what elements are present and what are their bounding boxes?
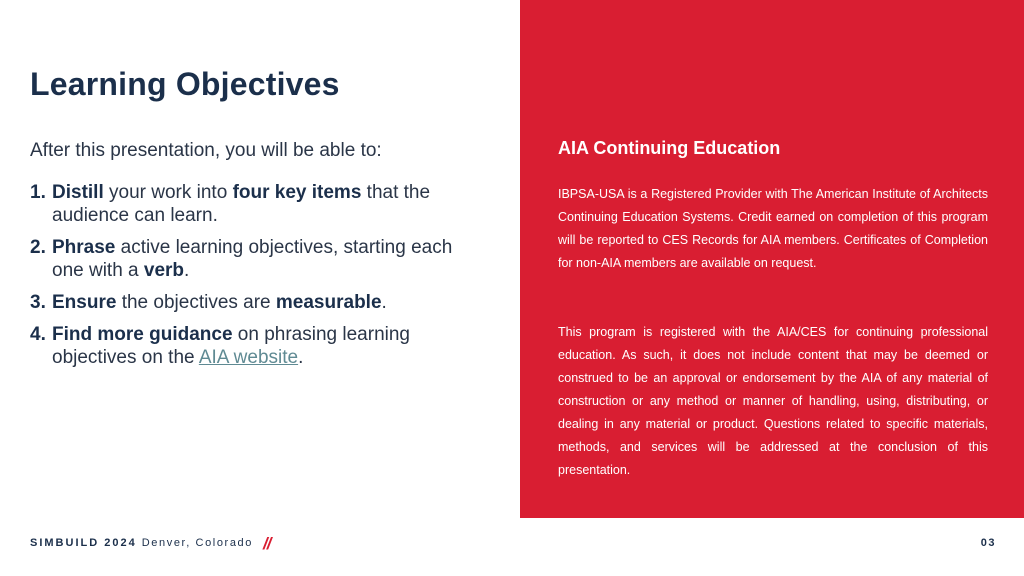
objective-item: [30, 181, 475, 227]
aia-ces-title: AIA Continuing Education: [558, 138, 781, 158]
conference-location: Denver, Colorado: [141, 537, 253, 549]
objective-number: 4.: [30, 324, 46, 345]
objective-text: active learning objectives, starting each one with a: [52, 237, 453, 281]
objective-keyword: verb: [143, 260, 185, 281]
objective-item: [30, 323, 475, 369]
objective-number: 1.: [30, 182, 46, 203]
page-number: 03: [980, 537, 996, 549]
objective-text: .: [381, 292, 387, 313]
aia-disclaimer-paragraph: This program is registered with the AIA/CES for continuing professional education. As such, it does not include content that may be deemed or construed to be an approval or endorsement by the AIA of any material of construction or any method or manner of handling, using, distributing, or dealing in any material or product. Questions related to specific materials, methods, and services will be addressed at the conclusion of this presentation.: [558, 325, 988, 477]
intro-text: After this presentation, you will be able to:: [30, 140, 382, 161]
objective-item: [30, 291, 475, 314]
objective-text: on phrasing learning objectives on the: [52, 324, 410, 368]
aia-ces-panel: [520, 0, 1024, 518]
conference-name: SIMBUILD 2024: [30, 537, 137, 549]
objective-text: your work into: [103, 182, 233, 203]
objective-text: the objectives are: [116, 292, 276, 313]
footer-brand: [30, 537, 253, 549]
objective-item: [30, 236, 475, 282]
objective-number: 2.: [30, 237, 46, 258]
page-title: Learning Objectives: [30, 66, 340, 102]
aia-website-link[interactable]: AIA website: [198, 347, 299, 368]
objective-text: .: [298, 347, 304, 368]
objectives-list: [30, 181, 475, 378]
aia-provider-paragraph: IBPSA-USA is a Registered Provider with The American Institute of Architects Continuing Education Systems. Credit earned on completion of this program will be reported to CES Records for AIA members. Certificates of Completion for non-AIA members are available on request.: [558, 187, 988, 270]
objective-text: .: [184, 260, 190, 281]
objective-keyword: measurable: [275, 292, 382, 313]
objective-keyword: Ensure: [52, 292, 117, 313]
objective-keyword: four key items: [232, 182, 362, 203]
objective-keyword: Phrase: [52, 237, 116, 258]
objective-number: 3.: [30, 292, 46, 313]
objective-text: that the audience can learn.: [52, 182, 431, 226]
slash-mark-icon: //: [263, 534, 271, 553]
objective-keyword: Find more guidance: [52, 324, 233, 345]
objective-keyword: Distill: [52, 182, 104, 203]
